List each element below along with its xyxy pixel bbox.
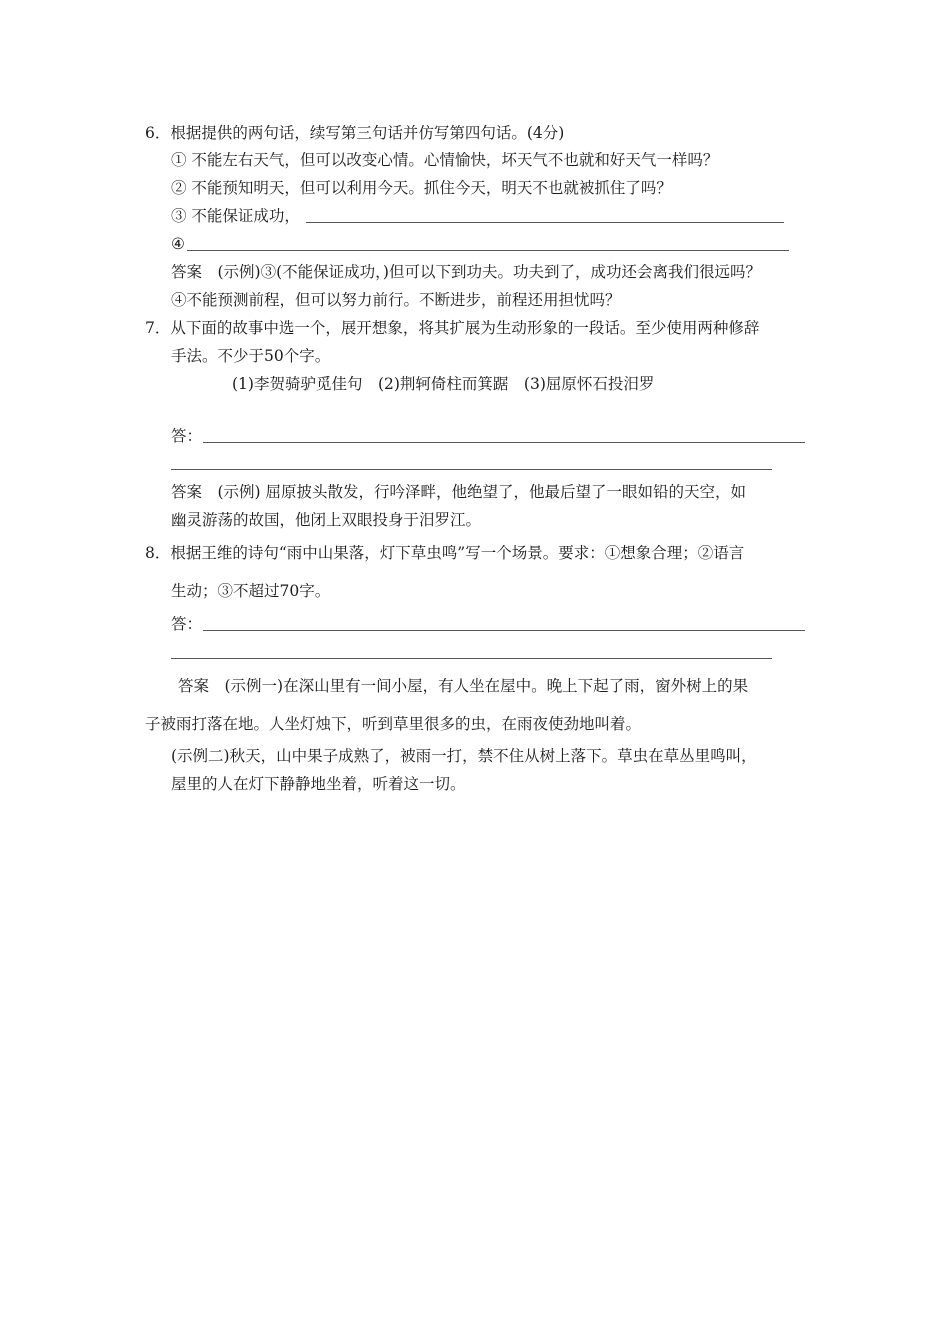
q7-answer-blank-1 xyxy=(203,442,805,443)
q8-answer-example-2-line-1: (示例二)秋天，山中果子成熟了，被雨一打，禁不住从树上落下。草虫在草丛里鸣叫， xyxy=(171,747,757,765)
q8-answer-example-2-line-2: 屋里的人在灯下静静地坐着，听着这一切。 xyxy=(171,775,466,793)
q6-stem: 6．根据提供的两句话，续写第三句话并仿写第四句话。(4分) xyxy=(145,124,565,142)
q8-stem-line-2: 生动；③不超过70字。 xyxy=(171,582,331,600)
q6-sentence-4-prefix: ④ xyxy=(171,235,185,253)
q6-blank-line-3 xyxy=(306,222,784,223)
q7-stem-line-1: 7．从下面的故事中选一个，展开想象，将其扩展为生动形象的一段话。至少使用两种修辞 xyxy=(145,319,760,337)
q8-answer-example-1-line-2: 子被雨打落在地。人坐灯烛下，听到草里很多的虫，在雨夜使劲地叫着。 xyxy=(145,715,642,733)
q8-answer-blank-1 xyxy=(203,630,805,631)
q7-answer-line-2: 幽灵游荡的故国，他闭上双眼投身于汨罗江。 xyxy=(171,511,482,529)
q6-blank-line-4 xyxy=(187,250,789,251)
q6-sentence-2: ② 不能预知明天，但可以利用今天。抓住今天，明天不也就被抓住了吗？ xyxy=(171,179,672,197)
q6-sentence-3-prefix: ③ 不能保证成功， xyxy=(171,207,300,225)
q8-answer-example-1-line-1: 答案 (示例一)在深山里有一间小屋，有人坐在屋中。晚上下起了雨，窗外树上的果 xyxy=(178,677,749,695)
q7-story-options: (1)李贺骑驴觅佳句 (2)荆轲倚柱而箕踞 (3)屈原怀石投汨罗 xyxy=(232,375,655,393)
q7-answer-label: 答： xyxy=(171,427,203,445)
q7-stem-line-2: 手法。不少于50个字。 xyxy=(171,347,331,365)
q8-answer-blank-2 xyxy=(171,658,772,659)
q6-answer-line-2: ④不能预测前程，但可以努力前行。不断进步，前程还用担忧吗？ xyxy=(171,291,621,309)
q6-sentence-1: ① 不能左右天气，但可以改变心情。心情愉快，坏天气不也就和好天气一样吗？ xyxy=(171,151,719,169)
q8-stem-line-1: 8．根据王维的诗句“雨中山果落，灯下草虫鸣”写一个场景。要求：①想象合理；②语言 xyxy=(145,544,745,562)
q7-answer-line-1: 答案 (示例) 屈原披头散发，行吟泽畔，他绝望了，他最后望了一眼如铅的天空，如 xyxy=(171,483,747,501)
q8-answer-label: 答： xyxy=(171,615,203,633)
q7-answer-blank-2 xyxy=(171,469,772,470)
q6-answer-line-1: 答案 (示例)③(不能保证成功，)但可以下到功夫。功夫到了，成功还会离我们很远吗？ xyxy=(171,263,761,281)
